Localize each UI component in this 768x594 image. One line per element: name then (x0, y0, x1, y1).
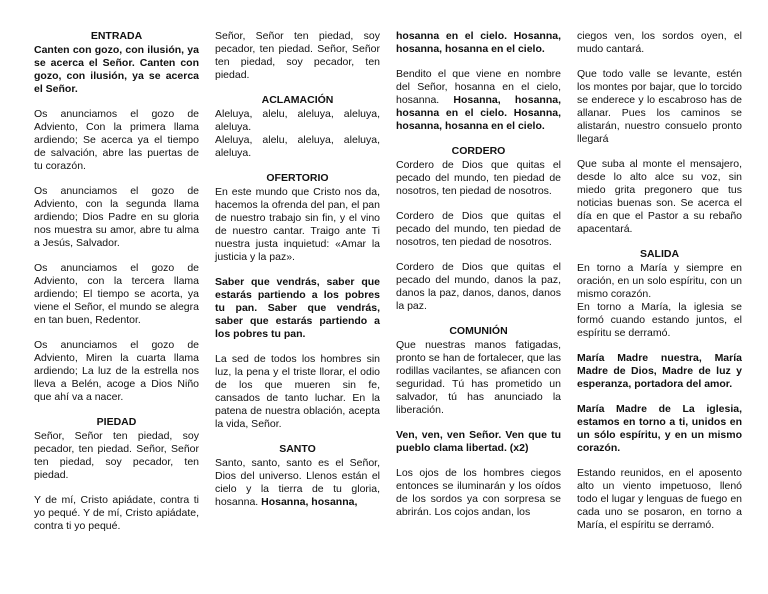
verse-paragraph: Y de mí, Cristo apiádate, contra ti yo pequé. Y de mí, Cristo apiádate, contra ti yo pequé. (34, 494, 199, 532)
verse-paragraph: Estando reunidos, en el aposento alto un viento impetuoso, llenó todo el lugar y lenguas de fuego en cada uno se posaron, en torno a María, el espíritu se derramó. (577, 467, 742, 531)
verse-paragraph (396, 68, 561, 133)
refrain-paragraph: María Madre nuestra, María Madre de Dios, Madre de luz y esperanza, portadora del amor. (577, 352, 742, 390)
column-2 (215, 30, 380, 578)
refrain-paragraph: María Madre de La iglesia, estamos en torno a ti, unidos en un sólo espíritu, y en un mismo corazón. (577, 403, 742, 454)
section-heading: SANTO (279, 443, 316, 455)
verse-paragraph: Que todo valle se levante, estén los montes por bajar, que lo torcido se enderece y lo escabroso has de allanar. Pues los caminos se alistarán, nuestro consuelo pronto llegará (577, 68, 742, 145)
verse-paragraph: La sed de todos los hombres sin luz, la pena y el triste llorar, el odio de los que mueren sin fe, cansados de tanto luchar. En la patena de nuestra oblación, acepta la vida, Señor. (215, 353, 380, 430)
verse-text: Bendito el que viene en nombre del Señor, hosanna en el cielo, hosanna. (396, 68, 561, 106)
verse-paragraph: ciegos ven, los sordos oyen, el mudo cantará. (577, 30, 742, 55)
verse-paragraph: Señor, Señor ten piedad, soy pecador, ten piedad. Señor, Señor ten piedad, soy pecador, ten piedad. (34, 430, 199, 481)
section-heading: PIEDAD (96, 416, 137, 428)
refrain-text: Hosanna, hosanna, (261, 496, 358, 508)
refrain-text: Hosanna, hosanna, hosanna en el cielo. Hosanna, hosanna, hosanna en el cielo. (396, 94, 561, 132)
verse-paragraph: En torno a María, la iglesia se formó cuando estando juntos, el espíritu se derramó. (577, 301, 742, 339)
verse-paragraph: En este mundo que Cristo nos da, hacemos la ofrenda del pan, el pan de nuestro trabajo sin fin, y el vino de nuestro cantar. Traigo ante Ti nuestra justa inquietud: «Amar la justicia y la paz». (215, 186, 380, 263)
verse-paragraph: Cordero de Dios que quitas el pecado del mundo, ten piedad de nosotros, ten piedad de nosotros. (396, 210, 561, 248)
section-heading: CORDERO (451, 145, 506, 157)
verse-paragraph: Cordero de Dios que quitas el pecado del mundo, danos la paz, danos la paz, danos, danos, danos la paz. (396, 261, 561, 312)
verse-paragraph: Os anunciamos el gozo de Adviento, con la tercera llama ardiendo; El tiempo se acorta, ya viene el Señor, el mundo se alegra en tan buen, Redentor. (34, 262, 199, 326)
verse-paragraph: Que nuestras manos fatigadas, pronto se han de fortalecer, que las rodillas vacilantes, se afiancen con seguridad. Tú has prometido un salvador, tú has anunciado la liberación. (396, 339, 561, 416)
column-1 (34, 30, 199, 578)
column-3 (396, 30, 561, 578)
section-heading: SALIDA (639, 248, 680, 260)
verse-paragraph: Señor, Señor ten piedad, soy pecador, ten piedad. Señor, Señor ten piedad, soy pecador, ten piedad. (215, 30, 380, 81)
column-4 (577, 30, 742, 578)
verse-paragraph: Aleluya, alelu, aleluya, aleluya, aleluya. (215, 108, 380, 133)
verse-paragraph (215, 457, 380, 509)
verse-text: Santo, santo, santo es el Señor, Dios del universo. Llenos están el cielo y la tierra de tu gloria, hosanna. (215, 457, 380, 508)
refrain-paragraph: Ven, ven, ven Señor. Ven que tu pueblo clama libertad. (x2) (396, 429, 561, 454)
section-heading: OFERTORIO (266, 172, 329, 184)
verse-paragraph: Cordero de Dios que quitas el pecado del mundo, ten piedad de nosotros, ten piedad de nosotros. (396, 159, 561, 197)
verse-paragraph: Los ojos de los hombres ciegos entonces se iluminarán y los oídos de los sordos ya con sorpresa se abrirán. Los cojos andan, los (396, 467, 561, 518)
section-heading: ENTRADA (90, 30, 143, 42)
section-heading: COMUNIÓN (449, 325, 508, 337)
verse-paragraph: En torno a María y siempre en oración, en un solo espíritu, con un mismo corazón. (577, 262, 742, 300)
refrain-paragraph: Saber que vendrás, saber que estarás partiendo a los pobres tu pan. Saber que vendrás, saber que estarás partiendo a los pobres tu pan. (215, 276, 380, 340)
section-heading: ACLAMACIÓN (261, 94, 334, 106)
verse-paragraph: Os anunciamos el gozo de Adviento, Con la primera llama ardiendo; Se acerca ya el tiempo de salvación, abre las puertas de tu corazón. (34, 108, 199, 172)
verse-paragraph: Os anunciamos el gozo de Adviento, Miren la cuarta llama ardiendo; La luz de la estrella nos lleva a Belén, acoge a Dios Niño que ahí va a nacer. (34, 339, 199, 403)
verse-paragraph: Os anunciamos el gozo de Adviento, con la segunda llama ardiendo; Dios Padre en su gloria nos muestra su amor, abre tu alma a Jesús, Salvador. (34, 185, 199, 249)
refrain-paragraph: hosanna en el cielo. Hosanna, hosanna, hosanna en el cielo. (396, 30, 561, 55)
verse-paragraph: Aleluya, alelu, aleluya, aleluya, aleluya. (215, 134, 380, 159)
verse-paragraph: Que suba al monte el mensajero, desde lo alto alce su voz, sin miedo grita pregonero que tus noticias buenas son. Se acerca el día en que el Pastor a su rebaño apacentará. (577, 158, 742, 235)
refrain-paragraph: Canten con gozo, con ilusión, ya se acerca el Señor. Canten con gozo, con ilusión, ya se acerca el Señor. (34, 44, 199, 95)
